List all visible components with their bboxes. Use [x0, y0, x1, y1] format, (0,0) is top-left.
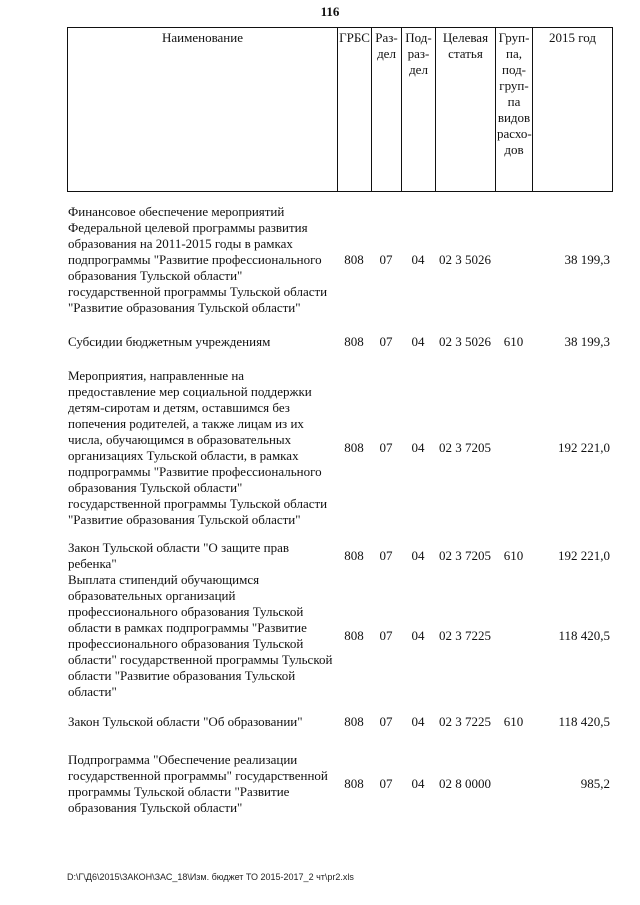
table-row	[67, 540, 612, 572]
row-section: 07	[379, 714, 393, 729]
row-target: 02 3 7205	[439, 440, 491, 455]
row-amount: 985,2	[580, 776, 610, 791]
row-section: 07	[379, 440, 393, 455]
row-grbs: 808	[344, 714, 364, 729]
row-group	[495, 572, 532, 700]
row-grbs: 808	[344, 334, 364, 349]
row-subsection: 04	[411, 334, 425, 349]
row-grbs: 808	[344, 440, 364, 455]
budget-table	[67, 200, 612, 816]
row-subsection: 04	[411, 252, 425, 267]
row-target: 02 3 5026	[439, 334, 491, 349]
row-subsection: 04	[411, 776, 425, 791]
row-grbs: 808	[344, 776, 364, 791]
row-target: 02 3 7225	[439, 714, 491, 729]
row-name: Закон Тульской области "Об образовании"	[68, 714, 303, 729]
row-group	[495, 752, 532, 816]
row-target: 02 3 7225	[439, 628, 491, 643]
row-grbs: 808	[344, 628, 364, 643]
table-row	[67, 752, 612, 816]
row-grbs: 808	[344, 548, 364, 563]
header-group: Груп- па, под- груп- па видов расхо- дов	[496, 28, 533, 192]
row-name: Выплата стипендий обучающимся образовательных организаций профессионального образования Тульской области в рамках подпрограммы "Развитие профессионального образования Тульской области" государственной программы Тульской области "Развитие образования Тульской области"	[68, 572, 333, 699]
row-group: 610	[503, 548, 524, 563]
row-section: 07	[379, 628, 393, 643]
row-subsection: 04	[411, 548, 425, 563]
row-amount: 38 199,3	[564, 252, 610, 267]
row-amount: 192 221,0	[558, 548, 610, 563]
header-name: Наименование	[68, 28, 338, 192]
row-target: 02 3 5026	[439, 252, 491, 267]
row-subsection: 04	[411, 440, 425, 455]
row-amount: 192 221,0	[558, 440, 610, 455]
file-path-footer: D:\Г\Д6\2015\ЗАКОН\ЗАС_18\Изм. бюджет ТО 2015-2017_2 чт\pr2.xls	[67, 872, 354, 882]
table-row	[67, 200, 612, 320]
row-group	[495, 364, 532, 532]
row-group	[495, 200, 532, 320]
row-amount: 38 199,3	[564, 334, 610, 349]
row-name: Мероприятия, направленные на предоставление мер социальной поддержки детям-сиротам и детям, оставшимся без попечения родителей, а также лицам из их числа, обучающимся в образовательных организациях Тульской области, в рамках подпрограммы "Развитие профессионального образования Тульской области" государственной программы Тульской области "Развитие образования Тульской области"	[68, 368, 328, 527]
header-target: Целевая статья	[436, 28, 496, 192]
table-row	[67, 572, 612, 700]
table-row	[67, 364, 612, 532]
row-name: Подпрограмма "Обеспечение реализации государственной программы" государственной программы Тульской области "Развитие образования Тульской области"	[68, 752, 328, 815]
row-group: 610	[503, 334, 524, 349]
row-name: Закон Тульской области "О защите прав ребенка"	[68, 540, 290, 571]
row-section: 07	[379, 334, 393, 349]
header-table	[67, 27, 613, 192]
row-name: Субсидии бюджетным учреждениям	[68, 334, 271, 349]
row-amount: 118 420,5	[558, 714, 610, 729]
row-grbs: 808	[344, 252, 364, 267]
header-year: 2015 год	[533, 28, 613, 192]
row-target: 02 8 0000	[439, 776, 491, 791]
header-section: Раз- дел	[372, 28, 402, 192]
header-subsection: Под- раз- дел	[402, 28, 436, 192]
row-section: 07	[379, 548, 393, 563]
table-row	[67, 330, 612, 354]
row-subsection: 04	[411, 628, 425, 643]
row-group: 610	[503, 714, 524, 729]
row-subsection: 04	[411, 714, 425, 729]
row-section: 07	[379, 252, 393, 267]
table-row	[67, 714, 612, 730]
row-name: Финансовое обеспечение мероприятий Федеральной целевой программы развития образования на 2011-2015 годы в рамках подпрограммы "Развитие профессионального образования Тульской области" государственной программы Тульской области "Развитие образования Тульской области"	[68, 204, 328, 315]
header-grbs: ГРБС	[338, 28, 372, 192]
row-target: 02 3 7205	[439, 548, 491, 563]
row-section: 07	[379, 776, 393, 791]
row-amount: 118 420,5	[558, 628, 610, 643]
page-number: 116	[320, 4, 340, 19]
